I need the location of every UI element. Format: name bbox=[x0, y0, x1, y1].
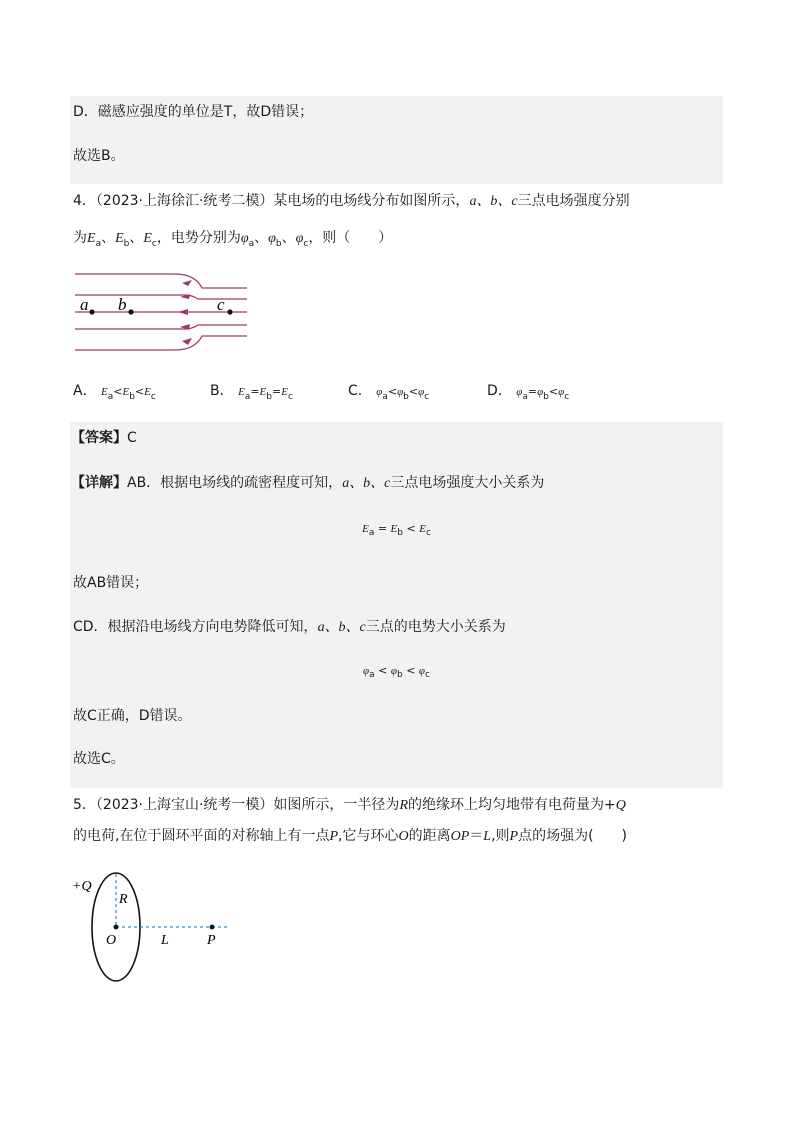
q4-equation-phi: $\varphi_a < \varphi_b < \varphi_c$ bbox=[363, 664, 430, 681]
prev-select: 故选B。 bbox=[73, 148, 125, 164]
q4-detail-cd: CD．根据沿电场线方向电势降低可知，a、b、c三点的电势大小关系为 bbox=[73, 619, 506, 635]
q5-stem-line1: 5．（2023·上海宝山·统考一模）如图所示，一半径为R的绝缘环上均匀地带有电荷量为+Q bbox=[73, 797, 626, 813]
label-charge: +Q bbox=[72, 879, 92, 894]
field-line-1 bbox=[75, 274, 247, 288]
q4-equation-e: $E_a = E_b < E_c$ bbox=[362, 522, 431, 539]
label-o: O bbox=[106, 933, 117, 948]
arrow-5 bbox=[182, 338, 192, 345]
q5-ring-figure bbox=[70, 870, 230, 985]
q5-stem-line2: 的电荷,在位于圆环平面的对称轴上有一点P,它与环心O的距离OP＝L,则P点的场强为( ) bbox=[73, 828, 628, 844]
point-p bbox=[210, 925, 215, 930]
q4-stem-points: a、b、c bbox=[469, 194, 518, 209]
q4-stem-line2: 为$E_a$、$E_b$、$E_c$，电势分别为$\varphi_a$、$\varphi_b$、$\varphi_c$，则（ ） bbox=[73, 230, 393, 249]
point-c bbox=[227, 309, 232, 314]
q4-option-a[interactable]: A． $E_a<E_b<E_c$ bbox=[73, 383, 156, 402]
answer-value: C bbox=[127, 430, 137, 446]
center-point-o bbox=[114, 925, 119, 930]
field-line-4 bbox=[75, 325, 247, 329]
field-line-5 bbox=[75, 336, 247, 350]
q4-option-d[interactable]: D． $\varphi_a=\varphi_b<\varphi_c$ bbox=[487, 383, 570, 402]
arrow-3 bbox=[178, 309, 188, 315]
q4-c-right: 故C正确，D错误。 bbox=[73, 708, 192, 724]
label-l: L bbox=[161, 933, 169, 948]
label-c: c bbox=[217, 295, 225, 314]
q4-ab-wrong: 故AB错误； bbox=[73, 575, 149, 591]
q4-answer bbox=[71, 428, 137, 448]
point-b bbox=[128, 309, 133, 314]
q4-option-b[interactable]: B． $E_a=E_b=E_c$ bbox=[210, 383, 293, 402]
q4-stem-line1: 4．（2023·上海徐汇·统考二模）某电场的电场线分布如图所示，a、b、c三点电场强度分别 bbox=[73, 193, 630, 209]
label-a: a bbox=[80, 295, 89, 314]
label-b: b bbox=[118, 295, 127, 314]
label-p: P bbox=[207, 933, 216, 948]
q4-option-c[interactable]: C． $\varphi_a<\varphi_b<\varphi_c$ bbox=[348, 383, 430, 402]
q4-select: 故选C。 bbox=[73, 751, 125, 767]
prev-d-line: D．磁感应强度的单位是T，故D错误； bbox=[73, 104, 314, 120]
arrow-1 bbox=[182, 280, 192, 286]
label-r: R bbox=[119, 892, 128, 907]
q4-detail-ab: 【详解】AB．根据电场线的疏密程度可知，a、b、c三点电场强度大小关系为 bbox=[71, 475, 545, 491]
answer-label: 【答案】 bbox=[71, 430, 127, 446]
q4-field-figure bbox=[70, 266, 255, 358]
point-a bbox=[89, 309, 94, 314]
